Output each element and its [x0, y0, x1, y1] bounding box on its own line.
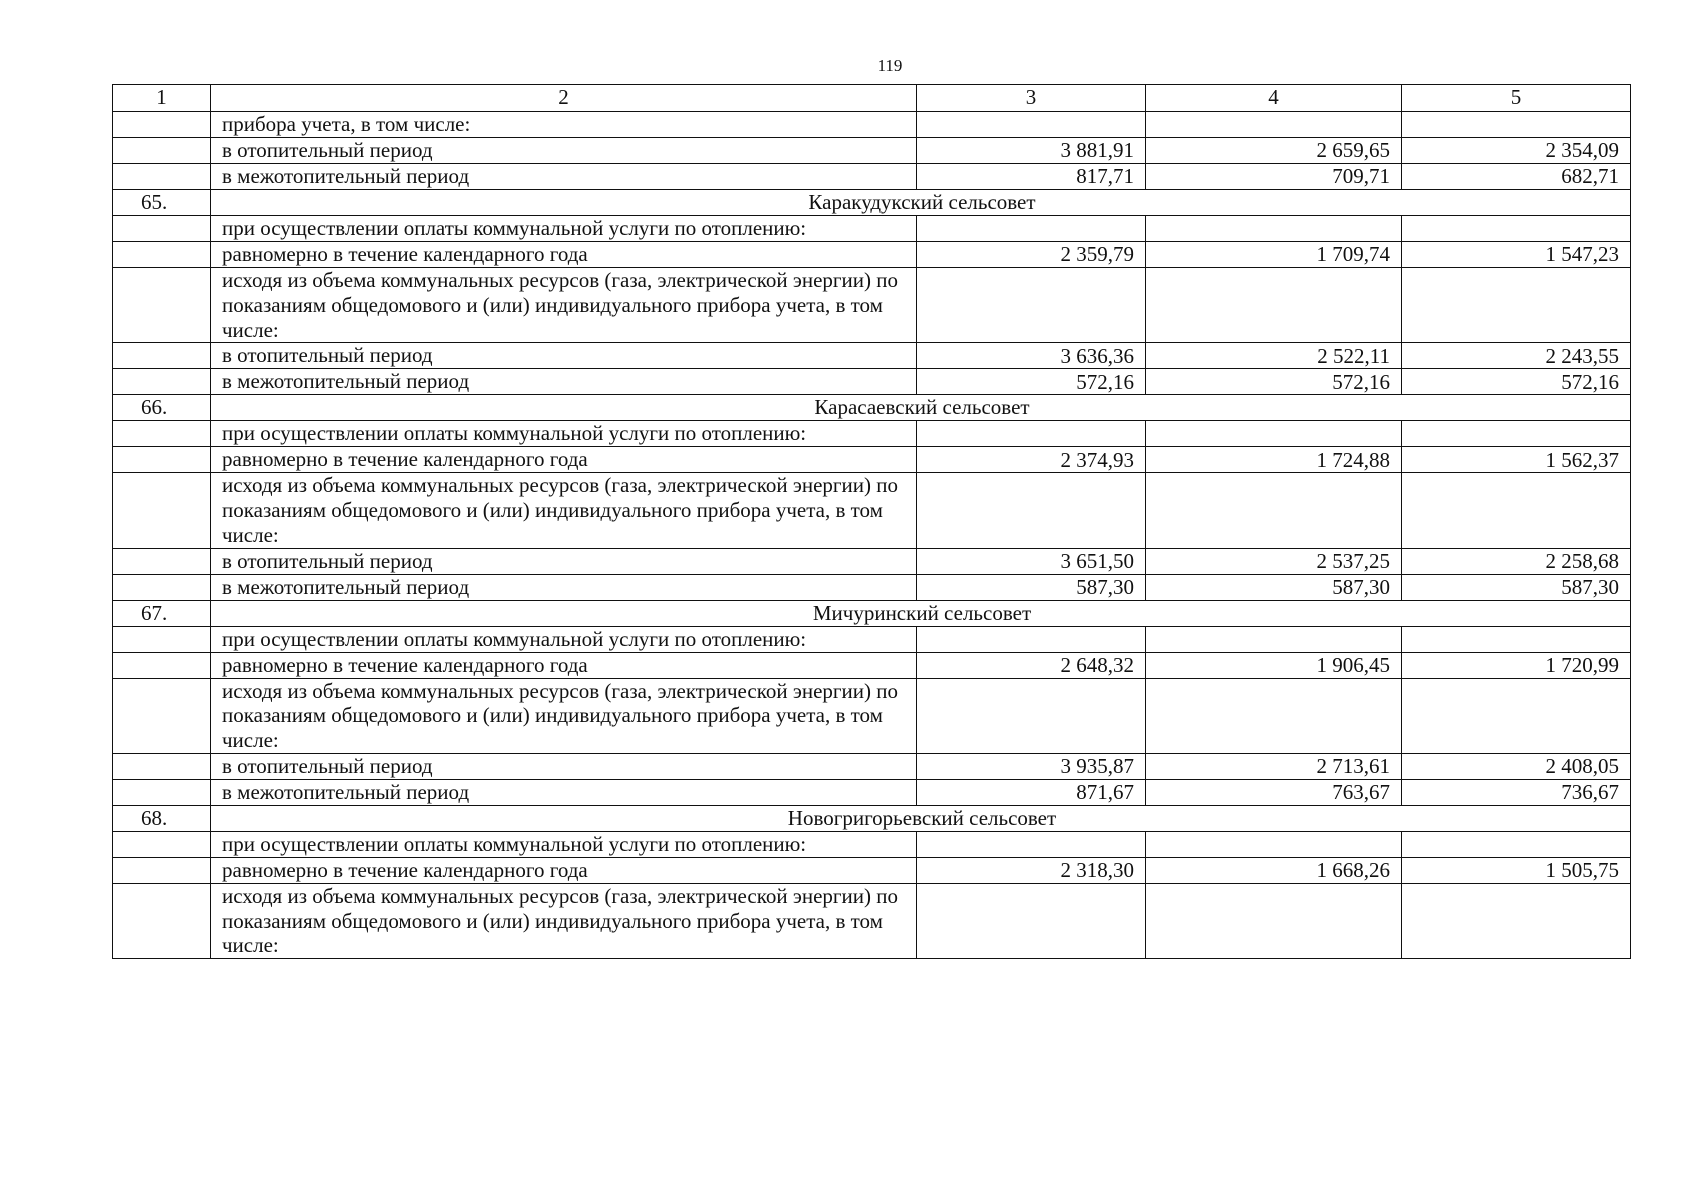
- section-title: Новогригорьевский сельсовет: [211, 805, 1631, 831]
- value-col-4: 572,16: [1146, 369, 1402, 395]
- value-col-3: 3 935,87: [917, 753, 1146, 779]
- table-row: [113, 652, 1631, 678]
- row-description: исходя из объема коммунальных ресурсов (газа, электрической энергии) по показаниям общедомового и (или) индивидуального прибора учета, в том числе:: [211, 883, 917, 958]
- table-row: [113, 473, 1631, 548]
- table-row: [113, 138, 1631, 164]
- row-number-cell: [113, 753, 211, 779]
- value-col-5: [1402, 216, 1631, 242]
- value-col-3: [917, 678, 1146, 753]
- value-col-4: 587,30: [1146, 574, 1402, 600]
- tariff-table: [112, 84, 1631, 959]
- section-title: Мичуринский сельсовет: [211, 600, 1631, 626]
- row-description: исходя из объема коммунальных ресурсов (газа, электрической энергии) по показаниям общедомового и (или) индивидуального прибора учета, в том числе:: [211, 268, 917, 343]
- page-number: 119: [877, 56, 903, 75]
- row-number-cell: [113, 626, 211, 652]
- row-number-cell: [113, 447, 211, 473]
- table-row: [113, 548, 1631, 574]
- value-col-5: [1402, 112, 1631, 138]
- value-col-4: 2 713,61: [1146, 753, 1402, 779]
- table-row: [113, 112, 1631, 138]
- value-col-5: 2 354,09: [1402, 138, 1631, 164]
- value-col-4: 2 659,65: [1146, 138, 1402, 164]
- value-col-3: [917, 473, 1146, 548]
- row-description: прибора учета, в том числе:: [211, 112, 917, 138]
- row-number-cell: [113, 242, 211, 268]
- row-description: в межотопительный период: [211, 574, 917, 600]
- row-number-cell: [113, 369, 211, 395]
- row-description: при осуществлении оплаты коммунальной услуги по отоплению:: [211, 421, 917, 447]
- value-col-3: [917, 112, 1146, 138]
- value-col-4: 1 709,74: [1146, 242, 1402, 268]
- value-col-5: 1 505,75: [1402, 857, 1631, 883]
- row-description: при осуществлении оплаты коммунальной услуги по отоплению:: [211, 216, 917, 242]
- row-description: при осуществлении оплаты коммунальной услуги по отоплению:: [211, 831, 917, 857]
- value-col-5: [1402, 678, 1631, 753]
- table-row: [113, 779, 1631, 805]
- value-col-5: 736,67: [1402, 779, 1631, 805]
- row-description: исходя из объема коммунальных ресурсов (газа, электрической энергии) по показаниям общедомового и (или) индивидуального прибора учета, в том числе:: [211, 473, 917, 548]
- section-number: 68.: [113, 805, 211, 831]
- value-col-4: [1146, 831, 1402, 857]
- row-number-cell: [113, 779, 211, 805]
- table-row: [113, 216, 1631, 242]
- row-number-cell: [113, 883, 211, 958]
- row-description: в межотопительный период: [211, 164, 917, 190]
- value-col-5: [1402, 421, 1631, 447]
- row-description: равномерно в течение календарного года: [211, 652, 917, 678]
- value-col-4: 2 522,11: [1146, 343, 1402, 369]
- value-col-3: 572,16: [917, 369, 1146, 395]
- header-col-4: 4: [1146, 85, 1402, 112]
- row-description: равномерно в течение календарного года: [211, 447, 917, 473]
- table-row: [113, 883, 1631, 958]
- value-col-3: [917, 831, 1146, 857]
- section-row: [113, 600, 1631, 626]
- header-col-2: 2: [211, 85, 917, 112]
- value-col-3: [917, 626, 1146, 652]
- value-col-3: 3 651,50: [917, 548, 1146, 574]
- value-col-5: 2 243,55: [1402, 343, 1631, 369]
- table-row: [113, 574, 1631, 600]
- table-row: [113, 831, 1631, 857]
- value-col-5: 2 258,68: [1402, 548, 1631, 574]
- value-col-4: 2 537,25: [1146, 548, 1402, 574]
- row-description: исходя из объема коммунальных ресурсов (газа, электрической энергии) по показаниям общедомового и (или) индивидуального прибора учета, в том числе:: [211, 678, 917, 753]
- value-col-4: [1146, 883, 1402, 958]
- section-title: Каракудукский сельсовет: [211, 190, 1631, 216]
- row-description: в отопительный период: [211, 343, 917, 369]
- row-number-cell: [113, 164, 211, 190]
- section-row: [113, 190, 1631, 216]
- value-col-3: 2 374,93: [917, 447, 1146, 473]
- value-col-4: [1146, 678, 1402, 753]
- value-col-3: 3 881,91: [917, 138, 1146, 164]
- value-col-4: [1146, 268, 1402, 343]
- table-row: [113, 164, 1631, 190]
- row-number-cell: [113, 473, 211, 548]
- row-number-cell: [113, 343, 211, 369]
- row-number-cell: [113, 831, 211, 857]
- value-col-4: 1 906,45: [1146, 652, 1402, 678]
- section-number: 65.: [113, 190, 211, 216]
- table-row: [113, 268, 1631, 343]
- value-col-5: [1402, 268, 1631, 343]
- value-col-3: [917, 216, 1146, 242]
- value-col-3: 871,67: [917, 779, 1146, 805]
- row-description: в межотопительный период: [211, 779, 917, 805]
- value-col-3: 3 636,36: [917, 343, 1146, 369]
- value-col-3: [917, 268, 1146, 343]
- value-col-5: [1402, 883, 1631, 958]
- value-col-4: [1146, 421, 1402, 447]
- value-col-5: [1402, 831, 1631, 857]
- value-col-4: [1146, 626, 1402, 652]
- value-col-3: 817,71: [917, 164, 1146, 190]
- value-col-4: 709,71: [1146, 164, 1402, 190]
- table-body: [113, 112, 1631, 959]
- row-description: в отопительный период: [211, 138, 917, 164]
- row-description: в отопительный период: [211, 548, 917, 574]
- header-col-1: 1: [113, 85, 211, 112]
- section-number: 67.: [113, 600, 211, 626]
- value-col-5: 1 547,23: [1402, 242, 1631, 268]
- value-col-5: [1402, 473, 1631, 548]
- table-row: [113, 343, 1631, 369]
- row-number-cell: [113, 548, 211, 574]
- value-col-3: 587,30: [917, 574, 1146, 600]
- value-col-4: 1 668,26: [1146, 857, 1402, 883]
- value-col-3: [917, 421, 1146, 447]
- table-row: [113, 753, 1631, 779]
- row-number-cell: [113, 112, 211, 138]
- value-col-5: [1402, 626, 1631, 652]
- section-number: 66.: [113, 395, 211, 421]
- row-number-cell: [113, 138, 211, 164]
- value-col-3: [917, 883, 1146, 958]
- header-col-5: 5: [1402, 85, 1631, 112]
- section-row: [113, 805, 1631, 831]
- row-description: в отопительный период: [211, 753, 917, 779]
- value-col-3: 2 318,30: [917, 857, 1146, 883]
- section-title: Карасаевский сельсовет: [211, 395, 1631, 421]
- value-col-5: 2 408,05: [1402, 753, 1631, 779]
- value-col-5: 572,16: [1402, 369, 1631, 395]
- row-number-cell: [113, 421, 211, 447]
- row-number-cell: [113, 216, 211, 242]
- value-col-3: 2 648,32: [917, 652, 1146, 678]
- row-description: при осуществлении оплаты коммунальной услуги по отоплению:: [211, 626, 917, 652]
- row-description: в межотопительный период: [211, 369, 917, 395]
- row-number-cell: [113, 857, 211, 883]
- section-row: [113, 395, 1631, 421]
- row-number-cell: [113, 268, 211, 343]
- value-col-5: 1 720,99: [1402, 652, 1631, 678]
- row-number-cell: [113, 678, 211, 753]
- value-col-4: 1 724,88: [1146, 447, 1402, 473]
- table-row: [113, 242, 1631, 268]
- value-col-5: 682,71: [1402, 164, 1631, 190]
- header-row: [113, 85, 1631, 112]
- value-col-4: [1146, 216, 1402, 242]
- value-col-5: 1 562,37: [1402, 447, 1631, 473]
- row-number-cell: [113, 652, 211, 678]
- value-col-5: 587,30: [1402, 574, 1631, 600]
- table-row: [113, 447, 1631, 473]
- table-row: [113, 626, 1631, 652]
- table-row: [113, 421, 1631, 447]
- header-col-3: 3: [917, 85, 1146, 112]
- row-description: равномерно в течение календарного года: [211, 242, 917, 268]
- row-number-cell: [113, 574, 211, 600]
- value-col-4: [1146, 473, 1402, 548]
- table-row: [113, 369, 1631, 395]
- table-row: [113, 678, 1631, 753]
- value-col-4: [1146, 112, 1402, 138]
- value-col-4: 763,67: [1146, 779, 1402, 805]
- table-row: [113, 857, 1631, 883]
- row-description: равномерно в течение календарного года: [211, 857, 917, 883]
- value-col-3: 2 359,79: [917, 242, 1146, 268]
